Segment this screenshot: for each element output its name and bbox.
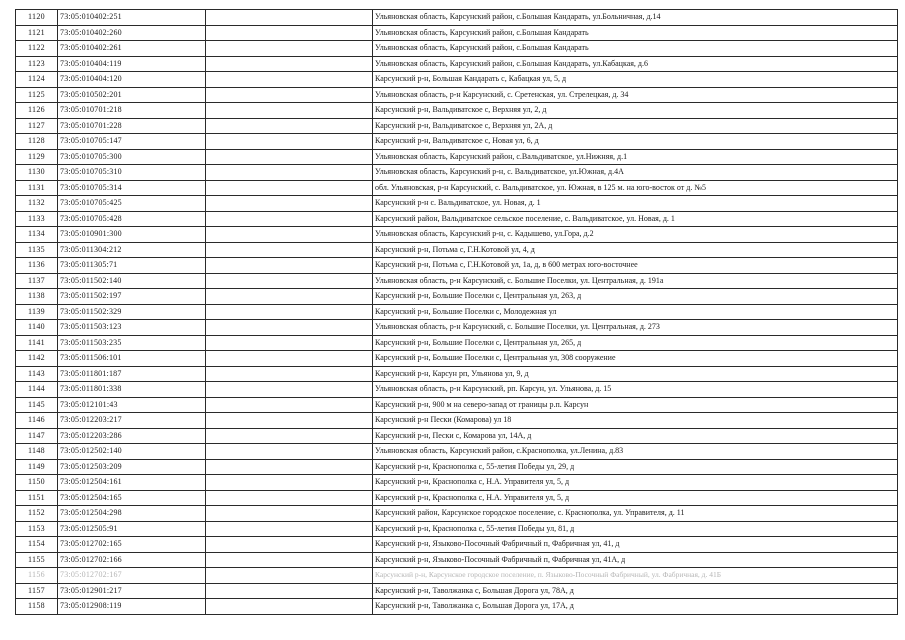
address-cell: Ульяновская область, Карсунский район, с.Краснополка, ул.Ленина, д.83 [373,444,898,460]
cadastral-number-cell: 73:05:012504:165 [58,490,206,506]
empty-cell [206,521,373,537]
address-cell: Карсунский р-н, Таволжанка с, Большая Дорога ул, 17А, д [373,599,898,615]
row-number-cell: 1152 [16,506,58,522]
table-row [16,25,898,41]
table-row [16,568,898,584]
row-number-cell: 1122 [16,41,58,57]
row-number-cell: 1154 [16,537,58,553]
empty-cell [206,134,373,150]
row-number-cell: 1127 [16,118,58,134]
registry-body [16,10,898,615]
cadastral-number-cell: 73:05:012901:217 [58,583,206,599]
table-row [16,118,898,134]
row-number-cell: 1129 [16,149,58,165]
address-cell: Ульяновская область, р-н Карсунский, с. Большие Поселки, ул. Центральная, д. 273 [373,320,898,336]
row-number-cell: 1133 [16,211,58,227]
empty-cell [206,351,373,367]
address-cell: Карсунский район, Карсунское городское поселение, с. Краснополка, ул. Управителя, д. 11 [373,506,898,522]
address-cell: Карсунский р-н, Языково-Посочный Фабричный п, Фабричная ул, 41А, д [373,552,898,568]
table-row [16,196,898,212]
row-number-cell: 1156 [16,568,58,584]
empty-cell [206,366,373,382]
empty-cell [206,10,373,26]
table-row [16,149,898,165]
empty-cell [206,165,373,181]
empty-cell [206,273,373,289]
cadastral-number-cell: 73:05:010901:300 [58,227,206,243]
row-number-cell: 1150 [16,475,58,491]
row-number-cell: 1153 [16,521,58,537]
table-row [16,211,898,227]
table-row [16,134,898,150]
cadastral-number-cell: 73:05:010502:201 [58,87,206,103]
cadastral-number-cell: 73:05:011502:140 [58,273,206,289]
cadastral-number-cell: 73:05:010402:261 [58,41,206,57]
cadastral-number-cell: 73:05:012503:209 [58,459,206,475]
row-number-cell: 1137 [16,273,58,289]
address-cell: Карсунский р-н, 900 м на северо-запад от границы р.п. Карсун [373,397,898,413]
cadastral-number-cell: 73:05:010705:300 [58,149,206,165]
row-number-cell: 1139 [16,304,58,320]
address-cell: обл. Ульяновская, р-н Карсунский, с. Вальдиватское, ул. Южная, в 125 м. на юго-восток от д. №5 [373,180,898,196]
empty-cell [206,56,373,72]
cadastral-number-cell: 73:05:011503:123 [58,320,206,336]
address-cell: Карсунский р-н, Большие Поселки с, Молодежная ул [373,304,898,320]
table-row [16,180,898,196]
cadastral-number-cell: 73:05:011801:187 [58,366,206,382]
empty-cell [206,599,373,615]
cadastral-number-cell: 73:05:011801:338 [58,382,206,398]
empty-cell [206,335,373,351]
cadastral-number-cell: 73:05:012101:43 [58,397,206,413]
empty-cell [206,428,373,444]
address-cell: Ульяновская область, Карсунский район, с.Вальдиватское, ул.Нижняя, д.1 [373,149,898,165]
address-cell: Карсунский р-н, Вальдиватское с, Новая ул, 6, д [373,134,898,150]
row-number-cell: 1158 [16,599,58,615]
row-number-cell: 1148 [16,444,58,460]
row-number-cell: 1140 [16,320,58,336]
table-row [16,41,898,57]
empty-cell [206,242,373,258]
row-number-cell: 1120 [16,10,58,26]
cadastral-number-cell: 73:05:012502:140 [58,444,206,460]
empty-cell [206,552,373,568]
table-row [16,103,898,119]
registry-sheet [15,9,897,615]
address-cell: Карсунский р-н, Пески с, Комарова ул, 14А, д [373,428,898,444]
empty-cell [206,304,373,320]
cadastral-number-cell: 73:05:012504:298 [58,506,206,522]
address-cell: Карсунский р-н, Краснополка с, 55-летия Победы ул, 81, д [373,521,898,537]
empty-cell [206,103,373,119]
table-row [16,366,898,382]
address-cell: Ульяновская область, Карсунский район, с.Большая Кандарать, ул.Кабацкая, д.6 [373,56,898,72]
row-number-cell: 1146 [16,413,58,429]
address-cell: Ульяновская область, Карсунский р-н, с. Кадышево, ул.Гора, д.2 [373,227,898,243]
row-number-cell: 1125 [16,87,58,103]
empty-cell [206,506,373,522]
empty-cell [206,196,373,212]
address-cell: Карсунский р-н, Карсун рп, Ульянова ул, 9, д [373,366,898,382]
cadastral-number-cell: 73:05:012702:165 [58,537,206,553]
cadastral-number-cell: 73:05:012702:167 [58,568,206,584]
cadastral-number-cell: 73:05:010404:120 [58,72,206,88]
cadastral-number-cell: 73:05:011503:235 [58,335,206,351]
empty-cell [206,397,373,413]
row-number-cell: 1130 [16,165,58,181]
cadastral-number-cell: 73:05:012908:119 [58,599,206,615]
table-row [16,428,898,444]
table-row [16,397,898,413]
table-row [16,599,898,615]
table-row [16,165,898,181]
address-cell: Карсунский р-н, Краснополка с, Н.А. Управителя ул, 5, д [373,475,898,491]
table-row [16,521,898,537]
table-row [16,382,898,398]
address-cell: Ульяновская область, р-н Карсунский, с. Большие Поселки, ул. Центральная, д. 191а [373,273,898,289]
table-row [16,444,898,460]
table-row [16,537,898,553]
cadastral-number-cell: 73:05:010402:251 [58,10,206,26]
address-cell: Карсунский р-н, Большие Поселки с, Центральная ул, 263, д [373,289,898,305]
address-cell: Карсунский р-н, Потьма с, Г.Н.Котовой ул, 4, д [373,242,898,258]
row-number-cell: 1157 [16,583,58,599]
empty-cell [206,459,373,475]
table-row [16,490,898,506]
table-row [16,242,898,258]
row-number-cell: 1144 [16,382,58,398]
address-cell: Карсунский р-н Пески (Комарова) ул 18 [373,413,898,429]
address-cell: Карсунский р-н, Большая Кандарать с, Кабацкая ул, 5, д [373,72,898,88]
address-cell: Карсунский р-н, Таволжанка с, Большая Дорога ул, 78А, д [373,583,898,599]
cadastral-number-cell: 73:05:010705:310 [58,165,206,181]
empty-cell [206,413,373,429]
empty-cell [206,180,373,196]
table-row [16,583,898,599]
row-number-cell: 1155 [16,552,58,568]
row-number-cell: 1138 [16,289,58,305]
address-cell: Карсунский р-н, Краснополка с, Н.А. Управителя ул, 5, д [373,490,898,506]
row-number-cell: 1134 [16,227,58,243]
table-row [16,413,898,429]
address-cell: Карсунский р-н, Потьма с, Г.Н.Котовой ул, 1а, д, в 600 метрах юго-восточнее [373,258,898,274]
table-row [16,56,898,72]
cadastral-number-cell: 73:05:010705:147 [58,134,206,150]
empty-cell [206,289,373,305]
cadastral-number-cell: 73:05:011502:329 [58,304,206,320]
row-number-cell: 1143 [16,366,58,382]
empty-cell [206,444,373,460]
row-number-cell: 1126 [16,103,58,119]
empty-cell [206,382,373,398]
empty-cell [206,583,373,599]
row-number-cell: 1132 [16,196,58,212]
address-cell: Ульяновская область, р-н Карсунский, с. Сретенская, ул. Стрелецкая, д. 34 [373,87,898,103]
cadastral-number-cell: 73:05:011506:101 [58,351,206,367]
address-cell: Карсунский р-н, Вальдиватское с, Верхняя ул, 2А, д [373,118,898,134]
address-cell: Ульяновская область, Карсунский район, с.Большая Кандарать, ул.Больничная, д.14 [373,10,898,26]
empty-cell [206,25,373,41]
cadastral-number-cell: 73:05:010402:260 [58,25,206,41]
row-number-cell: 1136 [16,258,58,274]
cadastral-number-cell: 73:05:011304:212 [58,242,206,258]
empty-cell [206,568,373,584]
table-row [16,289,898,305]
cadastral-number-cell: 73:05:012505:91 [58,521,206,537]
cadastral-number-cell: 73:05:010705:428 [58,211,206,227]
empty-cell [206,87,373,103]
row-number-cell: 1149 [16,459,58,475]
address-cell: Карсунский район, Вальдиватское сельское поселение, с. Вальдиватское, ул. Новая, д. 1 [373,211,898,227]
table-row [16,273,898,289]
table-row [16,87,898,103]
empty-cell [206,537,373,553]
cadastral-number-cell: 73:05:010701:228 [58,118,206,134]
row-number-cell: 1121 [16,25,58,41]
cadastral-number-cell: 73:05:010701:218 [58,103,206,119]
cadastral-number-cell: 73:05:010705:425 [58,196,206,212]
cadastral-number-cell: 73:05:012504:161 [58,475,206,491]
address-cell: Карсунский р-н, Вальдиватское с, Верхняя ул, 2, д [373,103,898,119]
table-row [16,304,898,320]
empty-cell [206,118,373,134]
row-number-cell: 1142 [16,351,58,367]
empty-cell [206,475,373,491]
address-cell: Карсунский р-н, Большие Поселки с, Центральная ул, 308 сооружение [373,351,898,367]
row-number-cell: 1145 [16,397,58,413]
cadastral-number-cell: 73:05:010705:314 [58,180,206,196]
table-row [16,258,898,274]
table-row [16,335,898,351]
cadastral-number-cell: 73:05:012203:217 [58,413,206,429]
row-number-cell: 1147 [16,428,58,444]
row-number-cell: 1128 [16,134,58,150]
table-row [16,10,898,26]
address-cell: Карсунский р-н с. Вальдиватское, ул. Новая, д. 1 [373,196,898,212]
row-number-cell: 1124 [16,72,58,88]
row-number-cell: 1131 [16,180,58,196]
address-cell: Карсунский р-н, Языково-Посочный Фабричный п, Фабричная ул, 41, д [373,537,898,553]
address-cell: Ульяновская область, Карсунский район, с.Большая Кандарать [373,41,898,57]
empty-cell [206,41,373,57]
empty-cell [206,490,373,506]
address-cell: Ульяновская область, Карсунский район, с.Большая Кандарать [373,25,898,41]
address-cell: Ульяновская область, р-н Карсунский, рп. Карсун, ул. Ульянова, д. 15 [373,382,898,398]
cadastral-number-cell: 73:05:012702:166 [58,552,206,568]
row-number-cell: 1123 [16,56,58,72]
empty-cell [206,72,373,88]
cadastral-number-cell: 73:05:011502:197 [58,289,206,305]
table-row [16,506,898,522]
address-cell: Карсунский р-н, Краснополка с, 55-летия Победы ул, 29, д [373,459,898,475]
cadastral-number-cell: 73:05:011305:71 [58,258,206,274]
table-row [16,72,898,88]
empty-cell [206,211,373,227]
cadastral-number-cell: 73:05:010404:119 [58,56,206,72]
empty-cell [206,149,373,165]
table-row [16,475,898,491]
property-registry-table [15,9,898,615]
table-row [16,351,898,367]
cadastral-number-cell: 73:05:012203:286 [58,428,206,444]
empty-cell [206,258,373,274]
address-cell: Карсунский р-н, Карсунское городское поселение, п. Языково-Посочный Фабричный, ул. Фабричная, д. 41Б [373,568,898,584]
table-row [16,459,898,475]
table-row [16,320,898,336]
row-number-cell: 1141 [16,335,58,351]
empty-cell [206,227,373,243]
table-row [16,227,898,243]
table-row [16,552,898,568]
empty-cell [206,320,373,336]
row-number-cell: 1135 [16,242,58,258]
address-cell: Карсунский р-н, Большие Поселки с, Центральная ул, 265, д [373,335,898,351]
row-number-cell: 1151 [16,490,58,506]
address-cell: Ульяновская область, Карсунский р-н, с. Вальдиватское, ул.Южная, д.4А [373,165,898,181]
